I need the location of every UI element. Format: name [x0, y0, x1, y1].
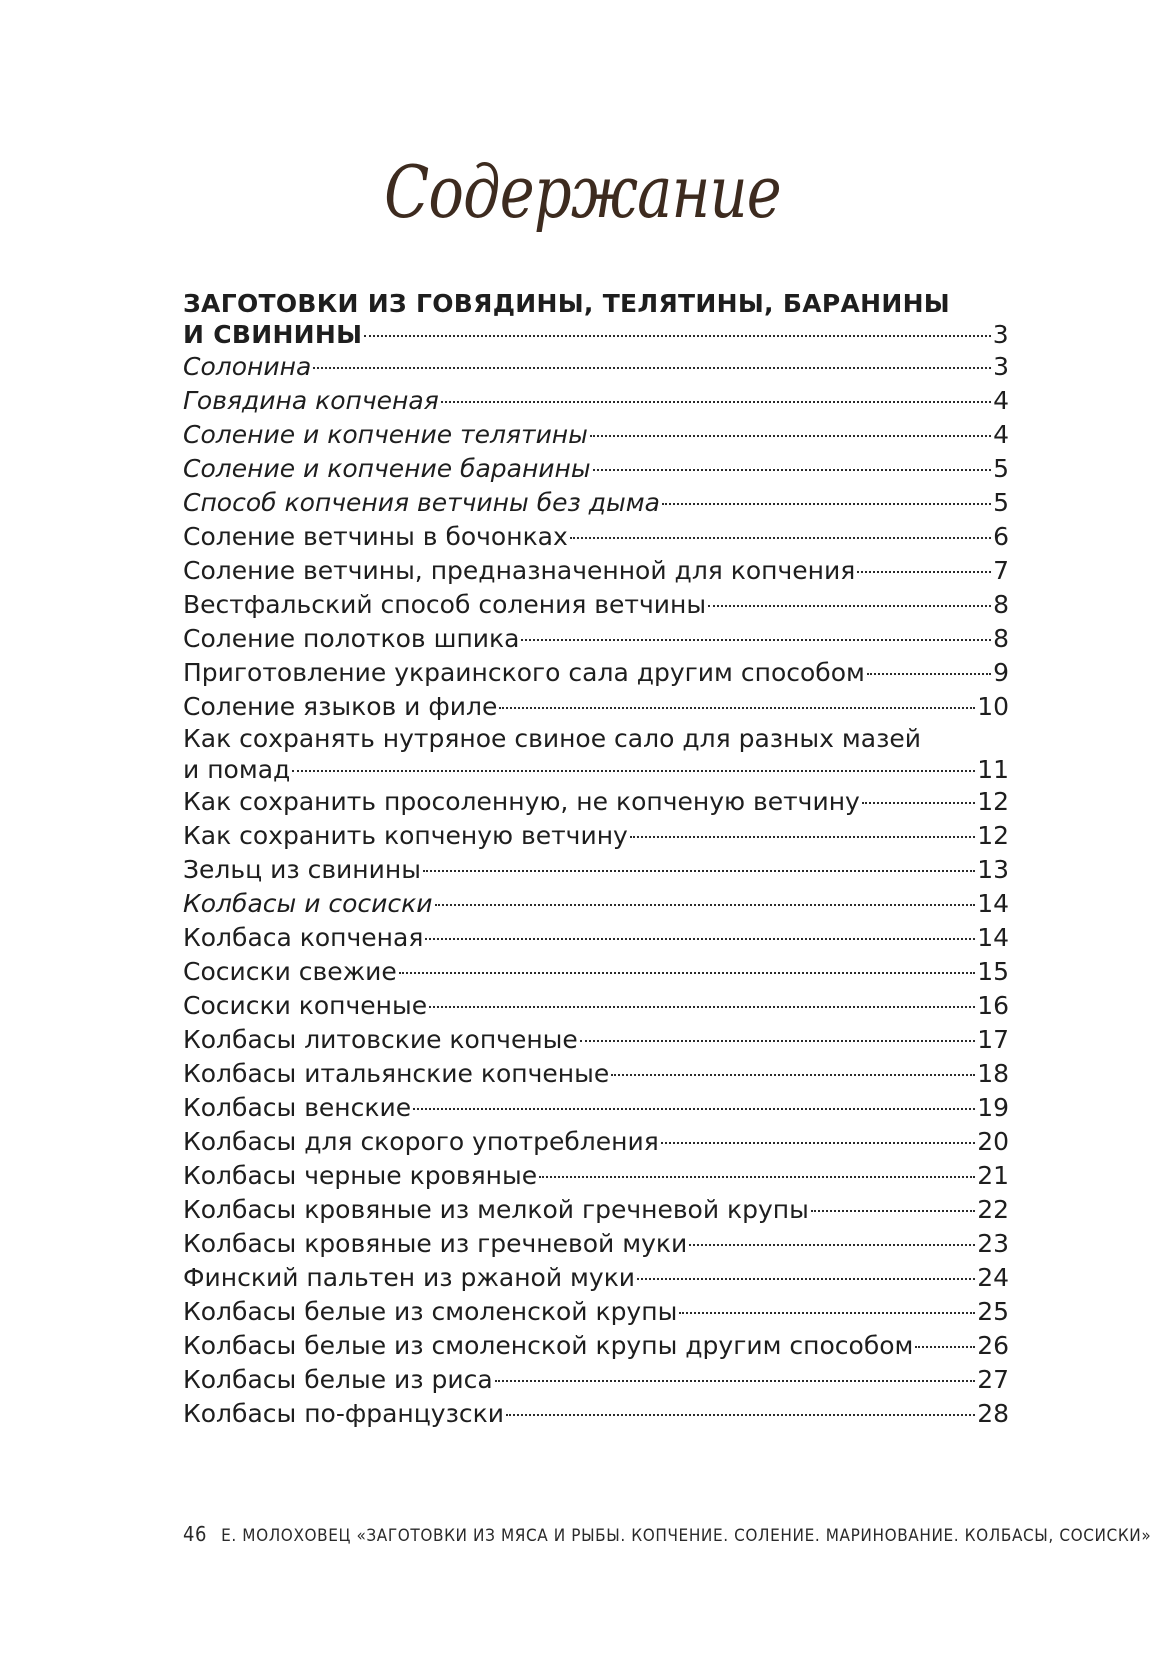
toc-entry-title: Колбасы белые из риса [183, 1365, 493, 1394]
toc-entry-page: 8 [993, 624, 1009, 653]
toc-entry-title: Соление полотков шпика [183, 624, 520, 653]
leader-dots [811, 1210, 975, 1212]
toc-entries [183, 350, 1009, 1431]
toc-entry-title: Вестфальский способ соления ветчины [183, 590, 707, 619]
footer-book-title: Е. МОЛОХОВЕЦ «ЗАГОТОВКИ ИЗ МЯСА И РЫБЫ. КОПЧЕНИЕ. СОЛЕНИЕ. МАРИНОВАНИЕ. КОЛБАСЫ, СОСИСКИ» [221, 1526, 1152, 1546]
toc-entry [183, 1261, 1009, 1295]
toc-entry-title: Соление и копчение телятины [183, 420, 588, 449]
toc-entry [183, 384, 1009, 418]
leader-dots [292, 770, 975, 772]
toc-entry-page: 5 [993, 488, 1009, 517]
toc-entry [183, 1295, 1009, 1329]
toc-entry-title: Колбасы для скорого употребления [183, 1127, 659, 1156]
leader-dots [413, 1108, 975, 1110]
toc-entry [183, 350, 1009, 384]
toc-entry-page: 18 [977, 1059, 1009, 1088]
toc-entry-page: 24 [977, 1263, 1009, 1292]
toc-entry-title: Финский пальтен из ржаной муки [183, 1263, 636, 1292]
toc-entry-title: Колбасы черные кровяные [183, 1161, 538, 1190]
toc-entry [183, 1125, 1009, 1159]
toc-entry-page: 20 [977, 1127, 1009, 1156]
section-heading-line2: И СВИНИНЫ [183, 320, 363, 349]
toc-section-heading [183, 288, 1009, 350]
toc-entry-title: Колбасы белые из смоленской крупы [183, 1297, 678, 1326]
toc-entry-title-continued: и помад [183, 755, 291, 784]
section-heading-row [183, 319, 1009, 350]
toc-entry-page: 14 [977, 889, 1009, 918]
toc-entry-page: 16 [977, 991, 1009, 1020]
toc-entry [183, 1023, 1009, 1057]
toc-entry-page: 17 [977, 1025, 1009, 1054]
toc-entry-page: 12 [977, 787, 1009, 816]
toc-entry [183, 690, 1009, 724]
toc-entry-page: 26 [977, 1331, 1009, 1360]
toc-entry-page: 13 [977, 855, 1009, 884]
toc-entry-title: Колбасы кровяные из гречневой муки [183, 1229, 688, 1258]
toc-entry [183, 887, 1009, 921]
toc-entry [183, 486, 1009, 520]
toc-entry [183, 1397, 1009, 1431]
page-footer [183, 1522, 1152, 1546]
toc-entry-title: Колбасы и сосиски [183, 889, 433, 918]
toc-entry-title: Колбасы кровяные из мелкой гречневой крупы [183, 1195, 809, 1224]
toc-entry-title: Колбасы литовские копченые [183, 1025, 578, 1054]
table-of-contents [183, 288, 1009, 1431]
toc-entry [183, 418, 1009, 452]
toc-entry-title: Как сохранить просоленную, не копченую ветчину [183, 787, 860, 816]
toc-entry-page: 4 [993, 420, 1009, 449]
toc-entry-title: Соление ветчины в бочонках [183, 522, 568, 551]
leader-dots [661, 1142, 975, 1144]
toc-entry [183, 656, 1009, 690]
toc-entry-title: Колбаса копченая [183, 923, 424, 952]
toc-entry [183, 754, 1009, 785]
leader-dots [580, 1040, 975, 1042]
toc-entry [183, 520, 1009, 554]
toc-entry-title: Как сохранить копченую ветчину [183, 821, 628, 850]
leader-dots [495, 1380, 975, 1382]
section-heading-line1: ЗАГОТОВКИ ИЗ ГОВЯДИНЫ, ТЕЛЯТИНЫ, БАРАНИНЫ [183, 289, 950, 318]
leader-dots [637, 1278, 975, 1280]
toc-entry [183, 1057, 1009, 1091]
leader-dots [425, 938, 975, 940]
toc-entry [183, 588, 1009, 622]
leader-dots [521, 639, 991, 641]
toc-entry-page: 25 [977, 1297, 1009, 1326]
toc-entry [183, 1329, 1009, 1363]
toc-entry [183, 1227, 1009, 1261]
leader-dots [679, 1312, 975, 1314]
leader-dots [611, 1074, 975, 1076]
leader-dots [429, 1006, 975, 1008]
toc-entry-title: Солонина [183, 352, 312, 381]
toc-entry-title: Как сохранять нутряное свиное сало для разных мазей [183, 724, 921, 753]
toc-entry-title: Сосиски свежие [183, 957, 397, 986]
toc-entry-page: 5 [993, 454, 1009, 483]
toc-entry [183, 452, 1009, 486]
toc-entry-line [183, 724, 1009, 754]
toc-entry [183, 853, 1009, 887]
toc-entry [183, 622, 1009, 656]
leader-dots [506, 1414, 975, 1416]
toc-entry-page: 12 [977, 821, 1009, 850]
section-page-number: 3 [992, 320, 1009, 349]
leader-dots [313, 367, 991, 369]
toc-entry-title: Колбасы белые из смоленской крупы другим способом [183, 1331, 914, 1360]
toc-entry-page: 15 [977, 957, 1009, 986]
leader-dots [630, 836, 975, 838]
toc-entry [183, 554, 1009, 588]
leader-dots [441, 401, 991, 403]
toc-entry-title: Соление ветчины, предназначенной для копчения [183, 556, 856, 585]
leader-dots [590, 435, 991, 437]
footer-page-number: 46 [183, 1522, 208, 1546]
toc-entry-title: Соление и копчение баранины [183, 454, 591, 483]
toc-entry-page: 10 [977, 692, 1009, 721]
toc-entry-page: 6 [993, 522, 1009, 551]
leader-dots [915, 1346, 975, 1348]
leader-dots [570, 537, 991, 539]
toc-entry [183, 955, 1009, 989]
leader-dots [499, 707, 975, 709]
toc-entry [183, 785, 1009, 819]
toc-entry [183, 921, 1009, 955]
toc-entry [183, 1363, 1009, 1397]
page-title: Содержание [384, 150, 781, 234]
leader-dots [435, 904, 976, 906]
toc-entry-title: Способ копчения ветчины без дыма [183, 488, 660, 517]
leader-dots [862, 802, 975, 804]
leader-dots [867, 673, 991, 675]
toc-entry [183, 1159, 1009, 1193]
toc-entry-title: Зельц из свинины [183, 855, 421, 884]
toc-entry-page: 28 [977, 1399, 1009, 1428]
leader-dots [662, 503, 991, 505]
toc-entry-page: 4 [993, 386, 1009, 415]
toc-entry-page: 8 [993, 590, 1009, 619]
toc-entry-page: 7 [993, 556, 1009, 585]
toc-entry [183, 819, 1009, 853]
toc-entry-title: Колбасы итальянские копченые [183, 1059, 610, 1088]
leader-dots [708, 605, 991, 607]
leader-dots [593, 469, 991, 471]
toc-entry-title: Говядина копченая [183, 386, 439, 415]
leader-dots [539, 1176, 975, 1178]
toc-entry [183, 1091, 1009, 1125]
leader-dots [364, 335, 990, 337]
toc-entry-title: Приготовление украинского сала другим способом [183, 658, 865, 687]
toc-entry-title: Соление языков и филе [183, 692, 498, 721]
toc-entry-page: 11 [977, 755, 1009, 784]
toc-entry-page: 19 [977, 1093, 1009, 1122]
leader-dots [423, 870, 975, 872]
toc-entry-page: 21 [977, 1161, 1009, 1190]
toc-entry-page: 14 [977, 923, 1009, 952]
toc-entry-title: Колбасы венские [183, 1093, 412, 1122]
toc-entry-title: Колбасы по-французски [183, 1399, 504, 1428]
toc-entry [183, 989, 1009, 1023]
leader-dots [689, 1244, 975, 1246]
toc-entry-page: 23 [977, 1229, 1009, 1258]
toc-entry-page: 22 [977, 1195, 1009, 1224]
leader-dots [857, 571, 991, 573]
leader-dots [399, 972, 975, 974]
toc-entry-page: 9 [993, 658, 1009, 687]
toc-entry-page: 3 [993, 352, 1009, 381]
toc-entry-page: 27 [977, 1365, 1009, 1394]
toc-entry [183, 1193, 1009, 1227]
toc-entry-title: Сосиски копченые [183, 991, 428, 1020]
